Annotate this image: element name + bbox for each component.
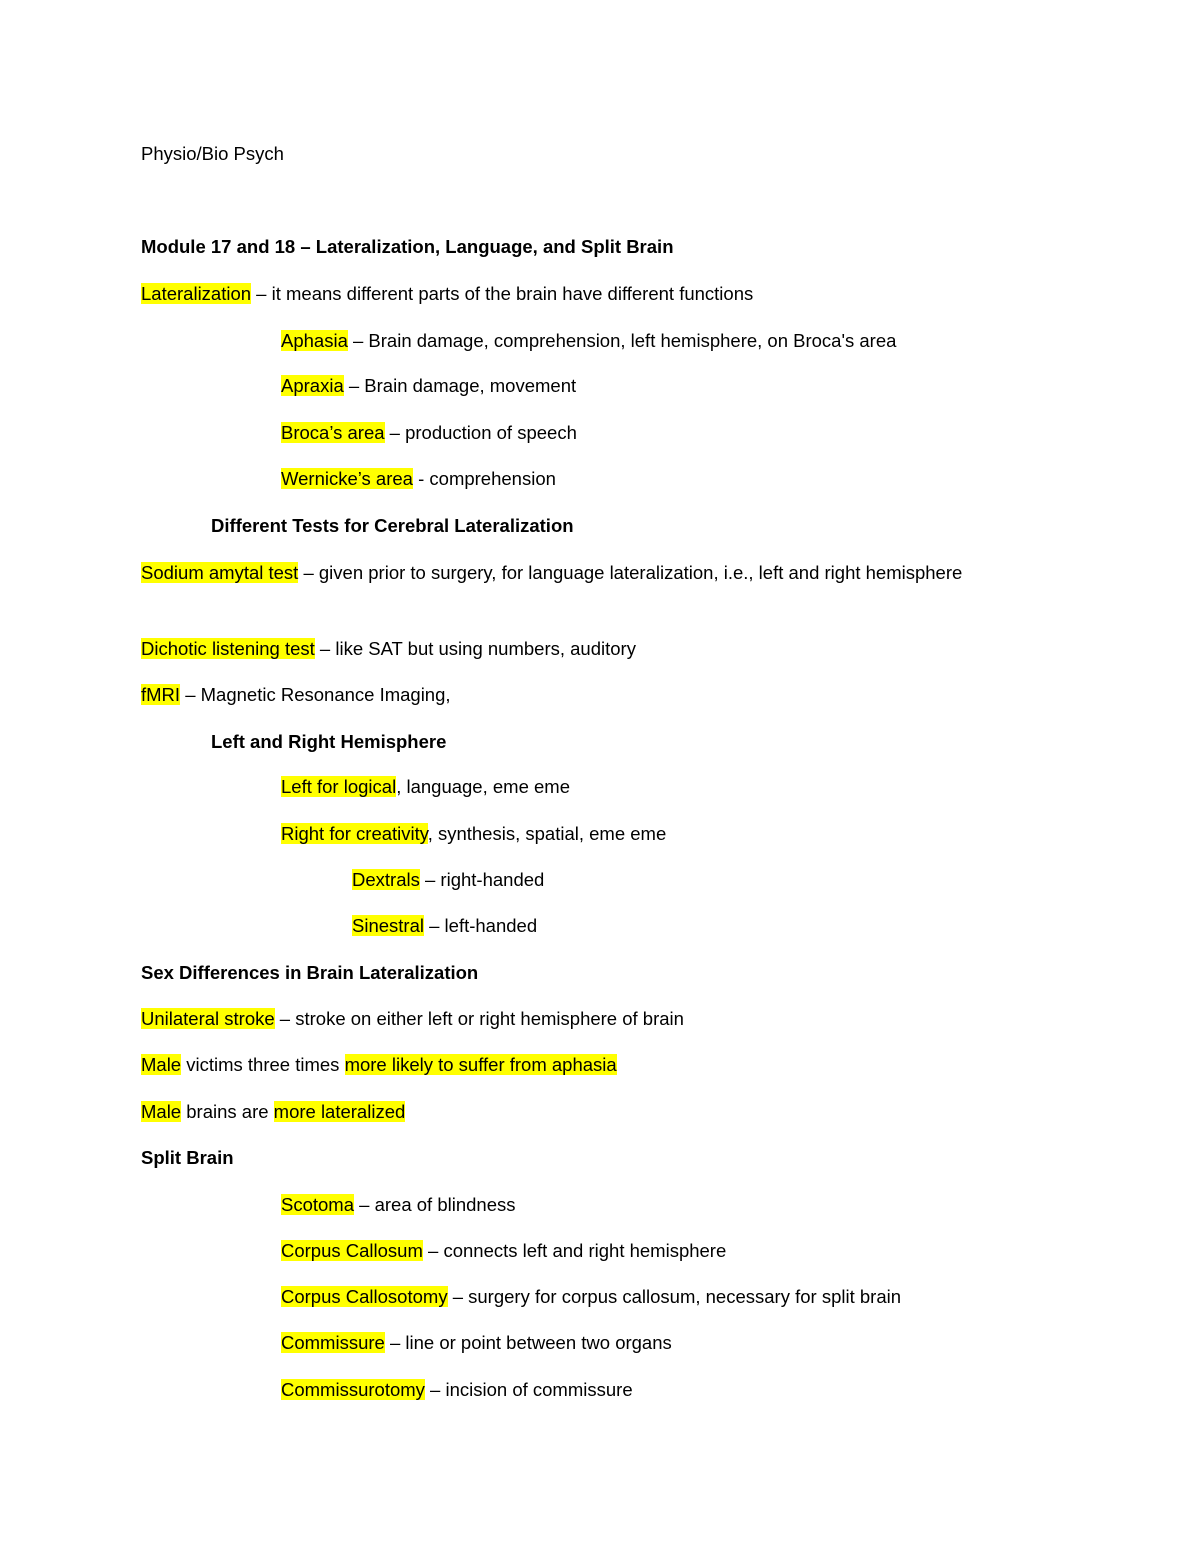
sex-differences-heading-text: Sex Differences in Brain Lateralization	[141, 962, 479, 983]
definition-text: – connects left and right hemisphere	[422, 1240, 727, 1261]
definition-text: – incision of commissure	[424, 1379, 633, 1400]
module-heading	[141, 234, 674, 260]
highlighted-phrase: more likely to suffer from aphasia	[344, 1054, 617, 1075]
hemisphere-heading	[211, 729, 446, 755]
definition-text: - comprehension	[412, 468, 556, 489]
definition-text: – Magnetic Resonance Imaging,	[180, 684, 451, 705]
apraxia-line	[281, 373, 576, 399]
scotoma-line	[281, 1192, 515, 1218]
brocas-area-line	[281, 420, 577, 446]
dichotic-line	[141, 636, 636, 662]
lateralization-line	[141, 281, 753, 307]
split-brain-heading	[141, 1145, 234, 1171]
definition-text: – left-handed	[423, 915, 538, 936]
highlighted-term: Sinestral	[352, 915, 424, 936]
commissurotomy-line	[281, 1377, 633, 1403]
highlighted-term: Male	[141, 1101, 182, 1122]
highlighted-term: Aphasia	[281, 330, 348, 351]
body-text: victims three times	[181, 1054, 345, 1075]
definition-text: – given prior to surgery, for language lateralization, i.e., left and right hemisphere	[298, 562, 963, 583]
definition-text: , language, eme eme	[396, 776, 570, 797]
definition-text: – surgery for corpus callosum, necessary for split brain	[447, 1286, 902, 1307]
male-aphasia-line	[141, 1052, 617, 1078]
unilateral-stroke-line	[141, 1006, 684, 1032]
highlighted-term: Sodium amytal test	[141, 562, 299, 583]
corpus-callosum-line	[281, 1238, 726, 1264]
definition-text: – stroke on either left or right hemisphere of brain	[274, 1008, 684, 1029]
definition-text: – Brain damage, movement	[343, 375, 577, 396]
fmri-line	[141, 682, 451, 708]
body-text: brains are	[181, 1101, 274, 1122]
highlighted-term: Corpus Callosum	[281, 1240, 423, 1261]
course-title-text: Physio/Bio Psych	[141, 143, 284, 164]
highlighted-term: Scotoma	[281, 1194, 355, 1215]
highlighted-term: Lateralization	[141, 283, 252, 304]
highlighted-term: Commissurotomy	[281, 1379, 425, 1400]
male-lateralized-line	[141, 1099, 405, 1125]
definition-text: – it means different parts of the brain have different functions	[251, 283, 754, 304]
definition-text: – like SAT but using numbers, auditory	[314, 638, 636, 659]
highlighted-term: Wernicke’s area	[281, 468, 413, 489]
definition-text: – production of speech	[384, 422, 577, 443]
highlighted-term: Dichotic listening test	[141, 638, 315, 659]
highlighted-term: Corpus Callosotomy	[281, 1286, 448, 1307]
dextrals-line	[352, 867, 544, 893]
highlighted-term: Apraxia	[281, 375, 344, 396]
right-creativity-line	[281, 821, 666, 847]
definition-text: – Brain damage, comprehension, left hemisphere, on Broca's area	[347, 330, 897, 351]
highlighted-term: Unilateral stroke	[141, 1008, 275, 1029]
definition-text: – line or point between two organs	[384, 1332, 672, 1353]
left-logical-line	[281, 774, 570, 800]
module-heading-text: Module 17 and 18 – Lateralization, Language, and Split Brain	[141, 236, 674, 257]
tests-heading-text: Different Tests for Cerebral Lateralization	[211, 515, 574, 536]
definition-text: – area of blindness	[354, 1194, 516, 1215]
hemisphere-heading-text: Left and Right Hemisphere	[211, 731, 447, 752]
highlighted-term: Broca’s area	[281, 422, 385, 443]
definition-text: , synthesis, spatial, eme eme	[427, 823, 667, 844]
definition-text: – right-handed	[419, 869, 545, 890]
highlighted-term: fMRI	[141, 684, 181, 705]
highlighted-term: Commissure	[281, 1332, 385, 1353]
highlighted-term: Dextrals	[352, 869, 420, 890]
highlighted-term: Male	[141, 1054, 182, 1075]
course-title	[141, 141, 284, 167]
split-brain-heading-text: Split Brain	[141, 1147, 234, 1168]
highlighted-phrase: more lateralized	[273, 1101, 406, 1122]
sinestral-line	[352, 913, 537, 939]
highlighted-term: Left for logical	[281, 776, 397, 797]
tests-heading	[211, 513, 574, 539]
commissure-line	[281, 1330, 672, 1356]
sodium-amytal-line	[141, 558, 971, 587]
highlighted-term: Right for creativity	[281, 823, 428, 844]
sex-differences-heading	[141, 960, 478, 986]
aphasia-line	[281, 328, 896, 354]
corpus-callosotomy-line	[281, 1284, 901, 1310]
wernickes-area-line	[281, 466, 556, 492]
